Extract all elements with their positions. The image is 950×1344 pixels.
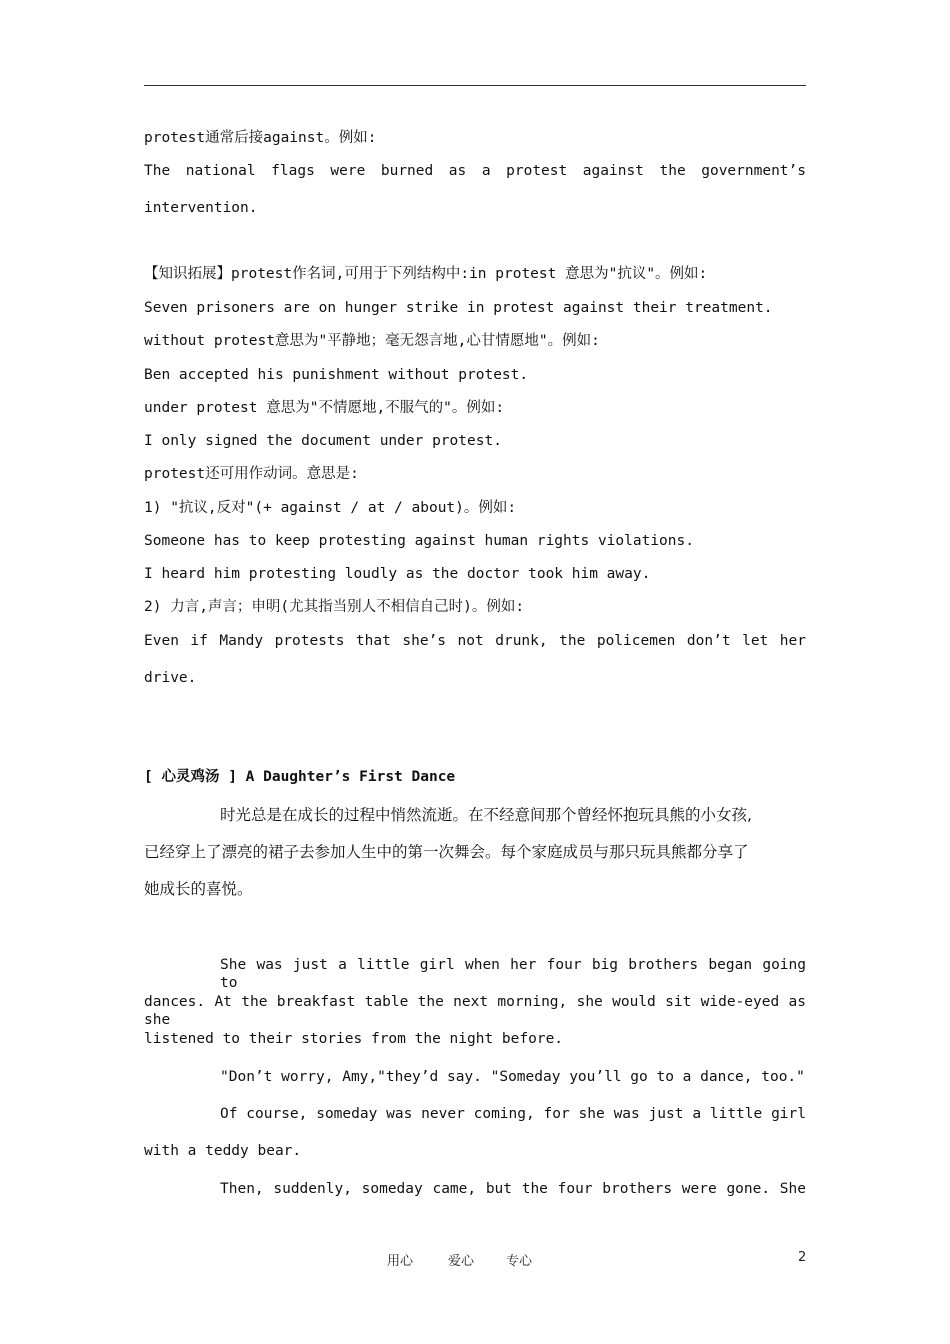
footer-left: 用心 (387, 1254, 414, 1269)
footer-right: 专心 (506, 1254, 533, 1269)
knowledge-extension-line: 【知识拓展】protest作名词,可用于下列结构中:in protest 意思为"抗议"。例如: (144, 266, 708, 282)
text-line: I only signed the document under protest. (144, 433, 502, 449)
story-line: listened to their stories from the night before. (144, 1031, 564, 1047)
text-line: Ben accepted his punishment without protest. (144, 367, 529, 383)
text-line: Even if Mandy protests that she’s not drunk, the policemen don’t let her (144, 633, 806, 649)
text-line: 2) 力言,声言；申明(尤其指当别人不相信自己时)。例如: (144, 599, 525, 615)
text-line: Someone has to keep protesting against human rights violations. (144, 533, 694, 549)
section-heading: [ 心灵鸡汤 ] A Daughter’s First Dance (144, 769, 456, 785)
intro-line: 已经穿上了漂亮的裙子去参加人生中的第一次舞会。每个家庭成员与那只玩具熊都分享了 (144, 843, 749, 861)
text-line: protest通常后接against。例如: (144, 130, 377, 146)
text-line: protest还可用作动词。意思是: (144, 466, 359, 482)
story-line: dances. At the breakfast table the next morning, she would sit wide-eyed as she (144, 994, 806, 1028)
story-line: Of course, someday was never coming, for she was just a little girl (220, 1106, 806, 1122)
text-line: without protest意思为"平静地；毫无怨言地,心甘情愿地"。例如: (144, 333, 600, 349)
intro-line: 时光总是在成长的过程中悄然流逝。在不经意间那个曾经怀抱玩具熊的小女孩, (220, 806, 752, 824)
text-line: The national flags were burned as a protest against the government’s (144, 163, 806, 179)
text-line: I heard him protesting loudly as the doctor took him away. (144, 566, 651, 582)
story-line: Then, suddenly, someday came, but the four brothers were gone. She (220, 1181, 806, 1197)
intro-line: 她成长的喜悦。 (144, 880, 253, 898)
header-rule (144, 85, 806, 86)
text-line: intervention. (144, 200, 258, 216)
text-line: 1) "抗议,反对"(+ against / at / about)。例如: (144, 500, 517, 516)
story-line: "Don’t worry, Amy,"they’d say. "Someday you’ll go to a dance, too." (220, 1069, 805, 1085)
text-line: Seven prisoners are on hunger strike in protest against their treatment. (144, 300, 773, 316)
footer-middle: 爱心 (448, 1254, 475, 1269)
page-number: 2 (798, 1250, 807, 1265)
story-line: She was just a little girl when her four big brothers began going to (220, 957, 806, 991)
story-line: with a teddy bear. (144, 1143, 302, 1159)
text-line: drive. (144, 670, 197, 686)
text-line: under protest 意思为"不情愿地,不服气的"。例如: (144, 400, 505, 416)
